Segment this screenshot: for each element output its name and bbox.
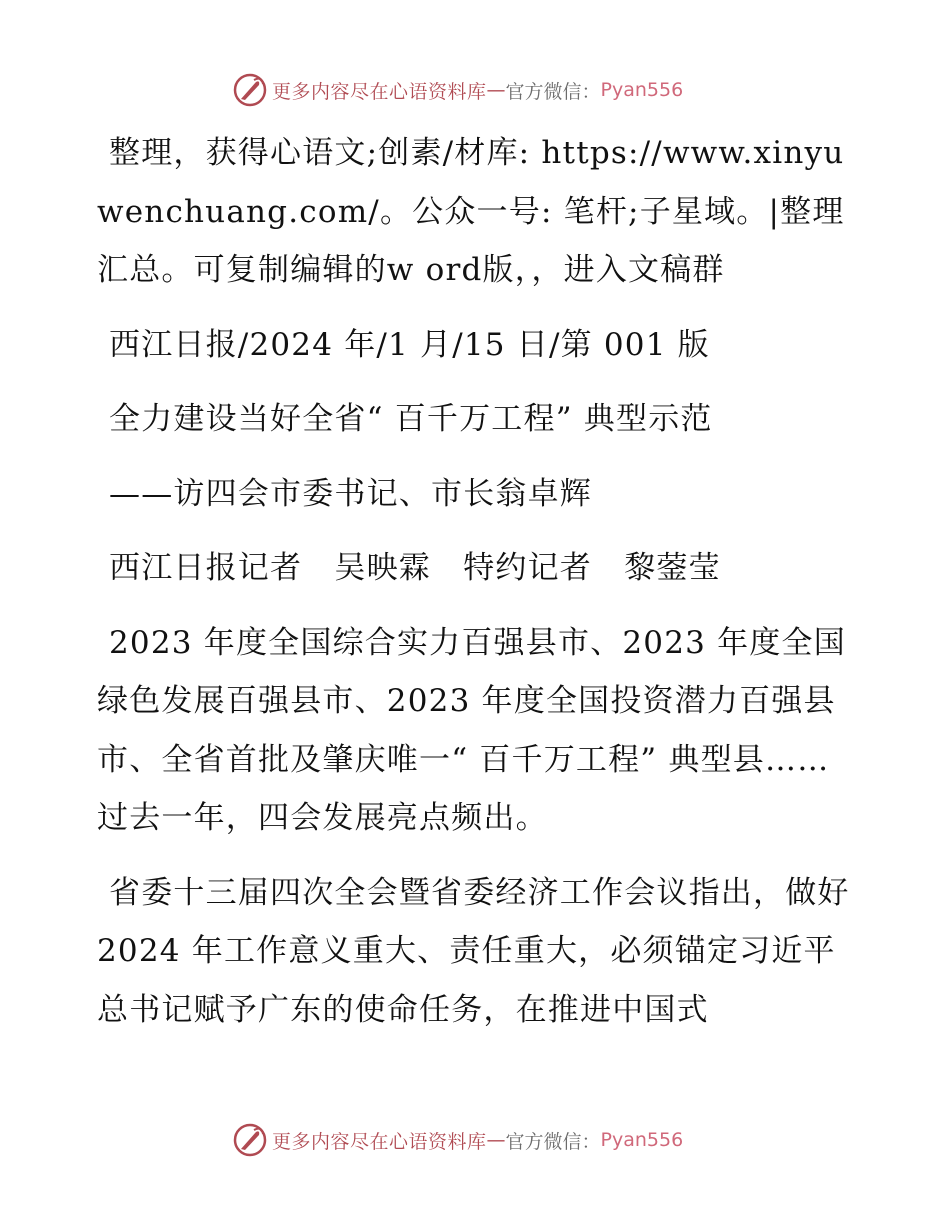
watermark-wechat-id: Pyan556 [600, 1129, 684, 1151]
article-title: 全力建设当好全省“ 百千万工程” 典型示范 [109, 401, 713, 437]
footer-watermark [232, 1120, 683, 1160]
watermark-wechat-id: Pyan556 [600, 79, 684, 101]
watermark-official-label: 官方微信： [505, 80, 601, 103]
paragraph-intro: 整理，获得心语文;创素/材库: https://www.xinyuwenchuang.com/。公众一号: 笔杆;子星域。|整理汇总。可复制编辑的w ord版，，进入文稿群 [97, 135, 845, 288]
watermark-official-label: 官方微信： [505, 1130, 601, 1153]
quill-logo-icon [232, 1122, 268, 1158]
watermark-text: 更多内容尽在心语资料库 [272, 80, 487, 103]
watermark-separator: — [486, 1129, 506, 1151]
watermark-text: 更多内容尽在心语资料库 [272, 1130, 487, 1153]
watermark-separator: — [486, 79, 506, 101]
paragraph-body-1: 2023 年度全国综合实力百强县市、2023 年度全国绿色发展百强县市、2023 年度全国投资潜力百强县市、全省首批及肇庆唯一“ 百千万工程” 典型县……过去一年，四会发展亮点频出。 [97, 624, 846, 836]
paragraph-source: 西江日报/2024 年/1 月/15 日/第 001 版 [109, 326, 710, 363]
article-subtitle: ——访四会市委书记、市长翁卓辉 [109, 475, 592, 512]
article-byline: 西江日报记者 吴映霖 特约记者 黎蓥莹 [109, 550, 721, 586]
document-body [97, 124, 857, 1039]
quill-logo-icon [232, 72, 268, 108]
paragraph-body-2: 省委十三届四次全会暨省委经济工作会议指出，做好 2024 年工作意义重大、责任重大，必须锚定习近平总书记赋予广东的使命任务，在推进中国式 [97, 874, 850, 1028]
header-watermark [232, 70, 683, 110]
